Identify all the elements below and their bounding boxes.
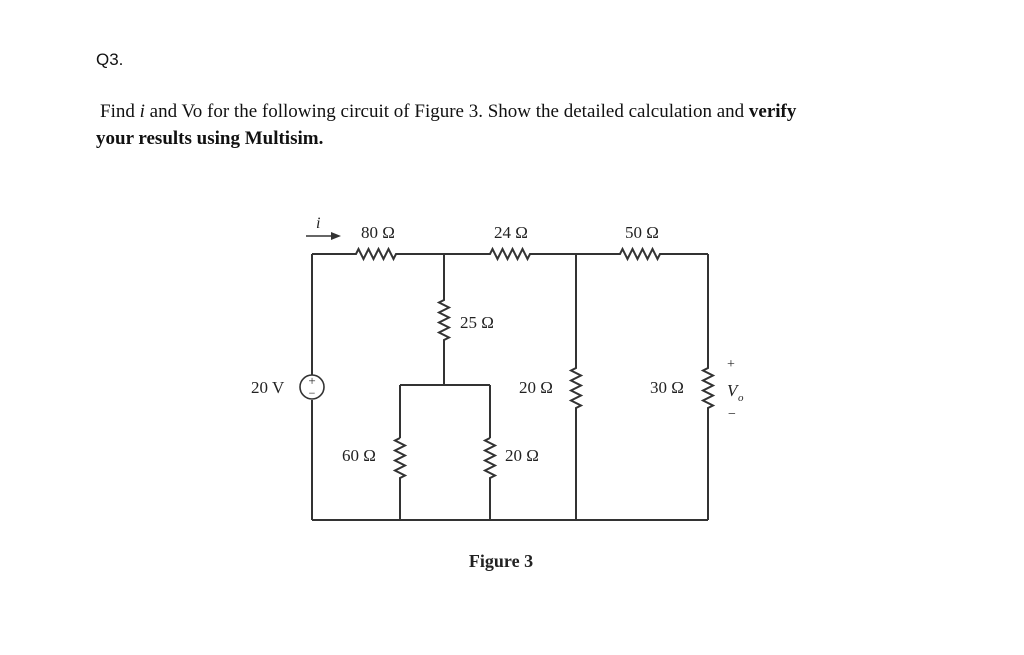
wire-inner-box <box>400 385 490 438</box>
source-plus: + <box>308 373 316 388</box>
text-instructions: for the following circuit of Figure 3. Show the detailed calculation and <box>202 101 749 122</box>
label-80: 80 Ω <box>361 223 395 242</box>
current-arrow <box>306 232 341 240</box>
source-label: 20 V <box>251 378 285 397</box>
vo-sub: o <box>738 392 744 404</box>
label-50: 50 Ω <box>625 223 659 242</box>
resistor-25 <box>439 254 449 385</box>
source-minus: − <box>308 386 316 400</box>
text-and-v: and V <box>144 101 193 122</box>
resistor-20-bottom <box>485 438 495 520</box>
label-30: 30 Ω <box>650 378 684 397</box>
question-line-2: your results using Multisim. <box>96 128 324 149</box>
wire-top-80 <box>312 249 444 259</box>
text-find: Find <box>100 101 140 122</box>
vo-plus: + <box>727 357 735 372</box>
text-verify: verify <box>748 101 797 122</box>
label-60: 60 Ω <box>342 446 376 465</box>
label-20-bottom: 20 Ω <box>505 446 539 465</box>
wire-top-24 <box>444 249 576 259</box>
label-20-shunt: 20 Ω <box>519 378 553 397</box>
resistor-20-shunt <box>571 254 581 520</box>
figure-caption: Figure 3 <box>468 551 534 571</box>
resistor-60 <box>395 438 405 520</box>
text-sub-o: o <box>192 101 203 122</box>
label-25: 25 Ω <box>460 313 494 332</box>
var-i: i <box>139 101 145 122</box>
question-number: Q3. <box>96 50 124 69</box>
vo-label: V <box>727 381 738 400</box>
label-24: 24 Ω <box>494 223 528 242</box>
resistor-30 <box>703 254 713 520</box>
vo-minus: − <box>728 407 736 422</box>
current-label: i <box>316 215 321 232</box>
wire-top-50 <box>576 249 708 259</box>
